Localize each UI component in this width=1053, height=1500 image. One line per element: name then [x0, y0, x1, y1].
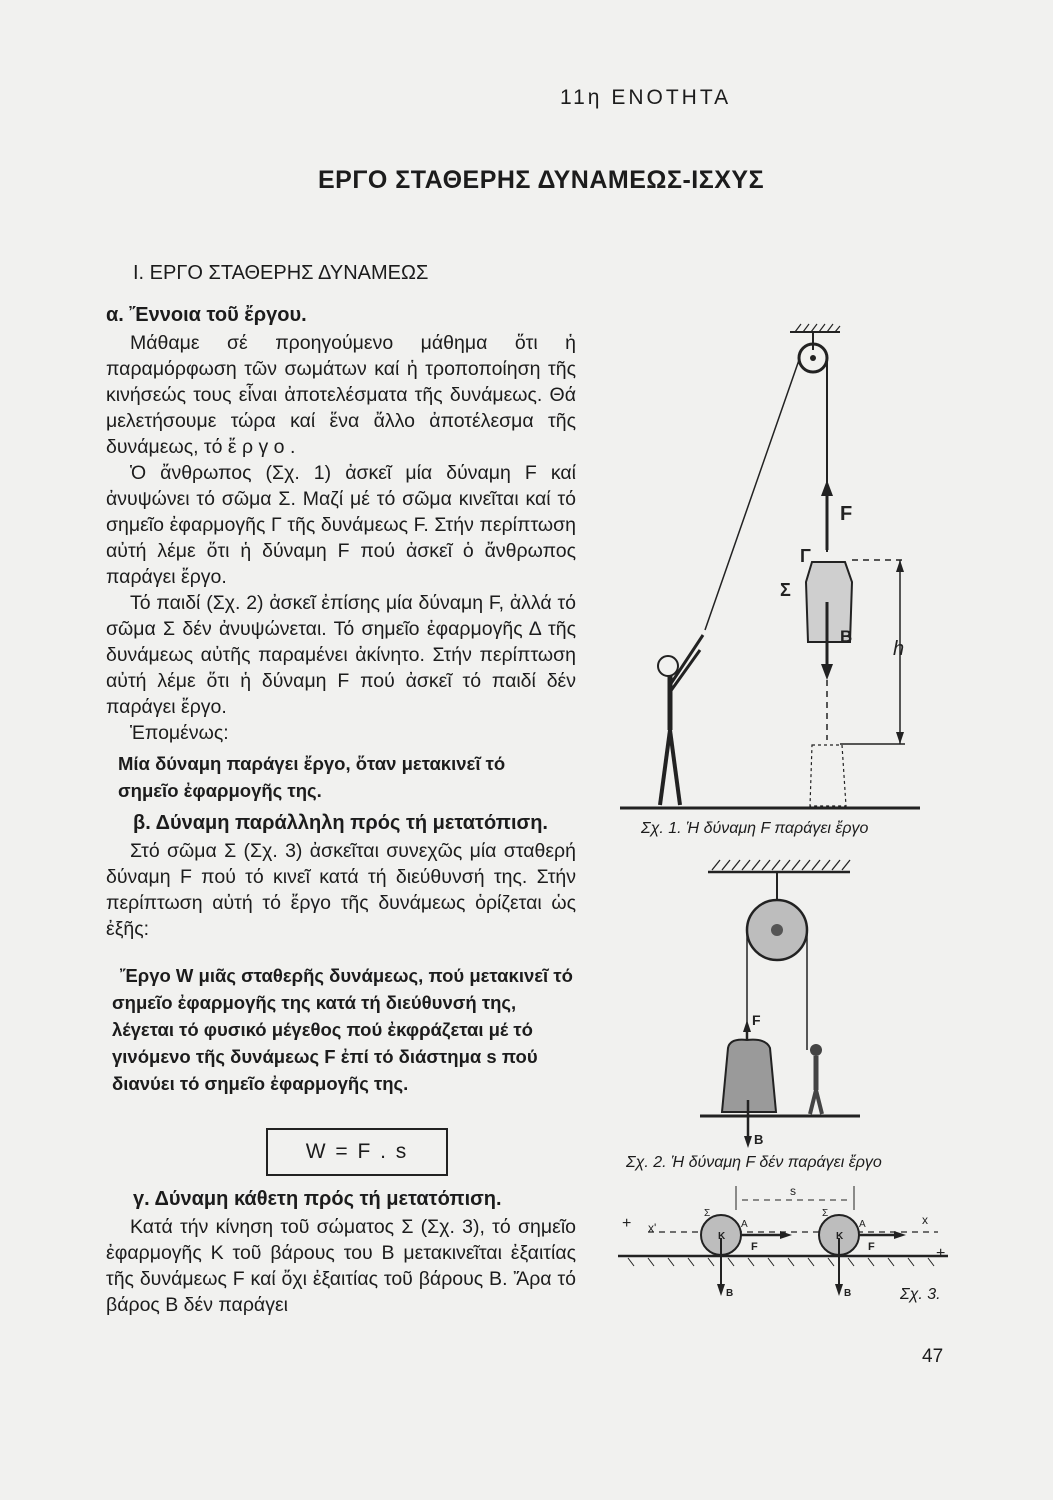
paragraph-b1: Στό σῶμα Σ (Σχ. 3) ἀσκεῖται συνεχῶς μία σταθερή δύναμη F πού τό κινεῖ κατά τή διεύθυνσή της. Στήν περίπτωση αὐτή τό ἔργο τῆς δυνάμεως ὁρίζεται ὡς ἐξῆς:: [106, 840, 576, 940]
fig3-label-B1: Β: [726, 1288, 734, 1299]
fig3-label-F2: F: [868, 1241, 875, 1253]
rule-statement: Μία δύναμη παράγει ἔργο, ὅταν μετακινεῖ τό σημεῖο ἐφαρμογῆς της.: [118, 753, 506, 801]
fig1-label-B: Β: [840, 627, 853, 646]
work-formula: W = F . s: [266, 1128, 448, 1176]
paragraph-a3: Τό παιδί (Σχ. 2) ἀσκεῖ ἐπίσης μία δύναμη F, ἀλλά τό σῶμα Σ δέν ἀνυψώνεται. Τό σημεῖο ἐφαρμογῆς Δ τῆς δυνάμεως αὐτῆς παραμένει ἀκίνητο. Στήν περίπτωση αὐτή λέμε ὅτι ἡ δύναμη F πού ἀσκεῖ τό παιδί δέν παράγει ἔργο.: [106, 592, 576, 718]
figure-3-caption: Σχ. 3.: [900, 1286, 941, 1303]
chapter-title: ΕΡΓΟ ΣΤΑΘΕΡΗΣ ΔΥΝΑΜΕΩΣ-ΙΣΧΥΣ: [318, 166, 765, 194]
fig3-label-K1: Κ: [718, 1231, 726, 1242]
unit-heading: 11η ΕΝΟΤΗΤΑ: [560, 86, 732, 109]
fig3-label-sigma1: Σ: [704, 1208, 711, 1219]
figure-1: [600, 320, 930, 820]
subsection-c-heading: γ. Δύναμη κάθετη πρός τή μετατόπιση.: [133, 1188, 502, 1210]
fig3-label-A1: Α: [741, 1219, 748, 1230]
fig3-label-xprime: x': [648, 1221, 657, 1235]
figure-2-caption: Σχ. 2. Ἡ δύναμη F δέν παράγει ἔργο: [626, 1154, 882, 1171]
fig3-label-B2: Β: [844, 1288, 852, 1299]
paragraph-a4: Ἑπομένως:: [130, 722, 229, 744]
subsection-a-heading: α. Ἔννοια τοῦ ἔργου.: [106, 304, 307, 326]
fig3-label-A2: Α: [859, 1219, 866, 1230]
fig1-label-gamma: Γ: [800, 546, 811, 566]
work-definition: Ἔργο W μιᾶς σταθερῆς δυνάμεως, πού μετακινεῖ τό σημεῖο ἐφαρμογῆς της κατά τή διεύθυνσή της, λέγεται τό φυσικό μέγεθος πού ἐκφράζεται μέ τό γινόμενο τῆς δυνάμεως F ἐπί τό διάστημα s πού διανύει τό σημεῖο ἐφαρμογῆς της.: [112, 965, 573, 1094]
fig2-label-B: Β: [754, 1132, 764, 1147]
fig3-label-sigma2: Σ: [822, 1208, 829, 1219]
fig3-label-K2: Κ: [836, 1231, 844, 1242]
page-number: 47: [922, 1346, 944, 1367]
paragraph-a1: Μάθαμε σέ προηγούμενο μάθημα ὅτι ἡ παραμόρφωση τῶν σωμάτων καί ἡ τροποποίηση τῆς κινήσεώς τους εἶναι ἀποτελέσματα τῆς δυνάμεως. Θά μελετήσουμε τώρα καί ἕνα ἄλλο ἀποτέλεσμα τῆς δυνάμεως, τό ἔ ρ γ ο .: [106, 332, 576, 458]
fig3-label-plus-left: +: [622, 1215, 632, 1232]
fig3-label-x: x: [922, 1213, 928, 1227]
paragraph-a2: Ὁ ἄνθρωπος (Σχ. 1) ἀσκεῖ μία δύναμη F καί ἀνυψώνει τό σῶμα Σ. Μαζί μέ τό σῶμα κινεῖται καί τό σημεῖο ἐφαρμογῆς Γ τῆς δυνάμεως F. Στήν περίπτωση αὐτή λέμε ὅτι ἡ δύναμη F πού ἀσκεῖ ὁ ἄνθρωπος παράγει ἔργο.: [106, 462, 577, 588]
fig1-label-F: F: [840, 503, 853, 525]
subsection-b-heading: β. Δύναμη παράλληλη πρός τή μετατόπιση.: [133, 812, 548, 834]
fig3-label-F1: F: [751, 1241, 758, 1253]
fig3-label-plus-right: +: [936, 1245, 946, 1262]
fig3-label-s: s: [790, 1184, 796, 1198]
fig1-label-sigma: Σ: [780, 580, 791, 600]
fig1-label-h: h: [893, 638, 905, 660]
section-heading: I. ΕΡΓΟ ΣΤΑΘΕΡΗΣ ΔΥΝΑΜΕΩΣ: [133, 262, 429, 284]
figure-2: [690, 850, 890, 1150]
fig2-label-F: F: [752, 1012, 761, 1028]
figure-1-caption: Σχ. 1. Ἡ δύναμη F παράγει ἔργο: [641, 820, 869, 837]
paragraph-c1: Κατά τήν κίνηση τοῦ σώματος Σ (Σχ. 3), τό σημεῖο ἐφαρμογῆς Κ τοῦ βάρους του Β μετακινεῖται ἐξαιτίας τῆς δυνάμεως F καί ὄχι ἐξαιτίας τοῦ βάρους Β. Ἄρα τό βάρος Β δέν παράγει: [106, 1216, 576, 1316]
